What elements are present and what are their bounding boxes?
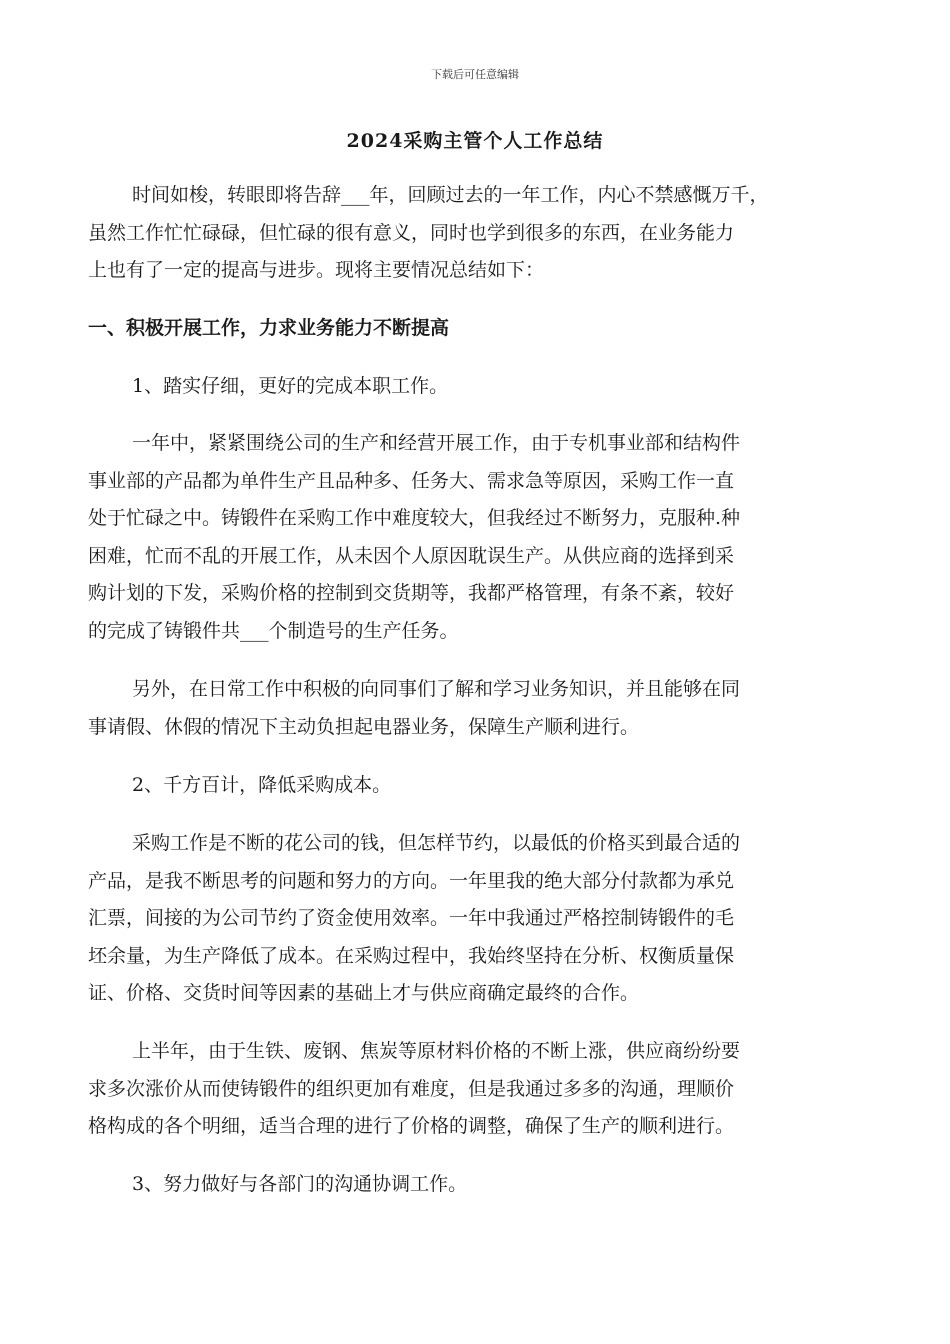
text-line: 购计划的下发，采购价格的控制到交货期等，我都严格管理，有条不紊，较好 (88, 582, 735, 604)
text-line: 格构成的各个明细，适当合理的进行了价格的调整，确保了生产的顺利进行。 (88, 1115, 735, 1137)
text-line: 的完成了铸锻件共___个制造号的生产任务。 (88, 619, 459, 642)
text-line: 一年中，紧紧围绕公司的生产和经营开展工作，由于专机事业部和结构件 (132, 432, 741, 454)
text-line: 困难，忙而不乱的开展工作，从未因个人原因耽误生产。从供应商的选择到采 (88, 544, 735, 567)
paragraph (88, 671, 878, 746)
text-line: 事业部的产品都为单件生产且品种多、任务大、需求急等原因，采购工作一直 (88, 469, 735, 492)
header-note: 下载后可任意编辑 (431, 68, 519, 81)
item-heading: 3、努力做好与各部门的沟通协调工作。 (132, 1173, 468, 1195)
paragraph (88, 1033, 878, 1146)
item-heading: 2、千方百计，降低采购成本。 (132, 774, 392, 796)
paragraph (88, 825, 878, 1013)
text-line: 求多次涨价从而使铸锻件的组织更加有难度，但是我通过多多的沟通，理顺价 (88, 1077, 735, 1100)
text-line: 处于忙碌之中。铸锻件在采购工作中难度较大，但我经过不断努力，克服种.种 (88, 507, 741, 529)
text-line: 虽然工作忙忙碌碌，但忙碌的很有意义，同时也学到很多的东西，在业务能力 (88, 221, 735, 244)
text-line: 另外，在日常工作中积极的向同事们了解和学习业务知识，并且能够在同 (132, 678, 741, 700)
document-title: 2024采购主管个人工作总结 (346, 130, 604, 152)
intro-paragraph (88, 177, 878, 290)
item-heading: 1、踏实仔细，更好的完成本职工作。 (132, 375, 449, 397)
section-heading: 一、积极开展工作，力求业务能力不断提高 (88, 317, 450, 339)
text-line: 坯余量，为生产降低了成本。在采购过程中，我始终坚持在分析、权衡质量保 (88, 944, 735, 967)
text-line: 汇票，间接的为公司节约了资金使用效率。一年中我通过严格控制铸锻件的毛 (88, 907, 735, 929)
text-line: 产品，是我不断思考的问题和努力的方向。一年里我的绝大部分付款都为承兑 (88, 869, 735, 892)
paragraph (88, 425, 878, 650)
text-line: 时间如梭，转眼即将告辞___年，回顾过去的一年工作，内心不禁感慨万千， (132, 184, 769, 206)
text-line: 采购工作是不断的花公司的钱，但怎样节约，以最低的价格买到最合适的 (132, 832, 741, 854)
text-line: 事请假、休假的情况下主动负担起电器业务，保障生产顺利进行。 (88, 715, 640, 738)
text-line: 上半年，由于生铁、废钢、焦炭等原材料价格的不断上涨，供应商纷纷要 (132, 1040, 741, 1062)
text-line: 上也有了一定的提高与进步。现将主要情况总结如下： (88, 259, 545, 281)
text-line: 证、价格、交货时间等因素的基础上才与供应商确定最终的合作。 (88, 982, 640, 1004)
